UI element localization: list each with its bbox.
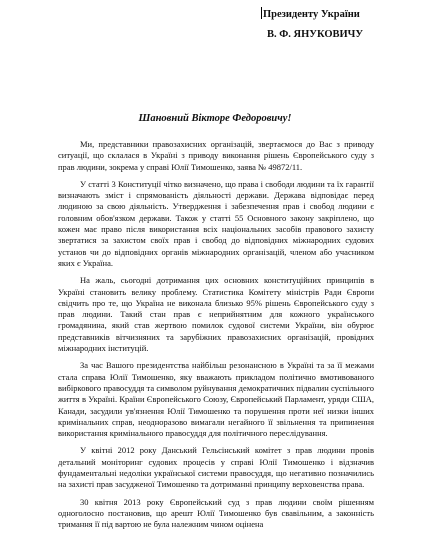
paragraph-6: 30 квітня 2013 року Європейський суд з прав людини своїм рішенням одноголосно постановив, що арешт Юлії Тимошенко був свавільним, а законність тримання її під вартою не була належним чином оцінена bbox=[58, 496, 374, 530]
paragraph-4: За час Вашого президентства найбільш резонансною в Україні та за її межами стала справа Юлії Тимошенко, яку вважають прикладом політично вмотивованого вибіркового правосуддя та символом руйнування демократичних підвалин суспільного життя в Україні. Країни Європейського Союзу, Європейський Парламент, уряди США, Канади, засудили ув'язнення Юлії Тимошенко та порушення проти неї низки інших кримінальних справ, неодноразово вимагали негайного її звільнення та припинення використання кримінального правосуддя для політичного переслідування. bbox=[58, 360, 374, 439]
paragraph-1: Ми, представники правозахисних організацій, звертаємося до Вас з приводу ситуації, що склалася в Україні з приводу виконання рішень Європейського суду з прав людини, зокрема у справі Юлії Тимошенко, заява № 49872/11. bbox=[58, 139, 374, 172]
addressee-title: Президенту України bbox=[263, 9, 360, 20]
letter-body bbox=[58, 139, 374, 537]
salutation: Шановний Вікторе Федоровичу! bbox=[138, 113, 292, 124]
paragraph-5: У квітні 2012 року Данський Гельсінський комітет з прав людини провів детальний моніторинг судових процесів у справі Юлії Тимошенко і відзначив фундаментальні недоліки української системи правосуддя, що негативно позначились на захисті прав засудженої Тимошенко та дотриманні принципу верховенства права. bbox=[58, 445, 374, 490]
addressee-name: В. Ф. ЯНУКОВИЧУ bbox=[267, 29, 364, 40]
addressee-line1 bbox=[261, 5, 426, 25]
paragraph-2: У статті 3 Конституції чітко визначено, що права і свободи людини та їх гарантії визначають зміст і спрямованість діяльності держави. Держава відповідає перед людиною за свою діяльність. Утвердження і забезпечення прав і свобод людини є головним обов'язком держави. Також у статті 55 Основного закону закріплено, що кожен має право після використання всіх національних засобів правового захисту звертатися за захистом своїх прав і свобод до відповідних міжнародних судових установ чи до відповідних органів міжнародних організацій, членом або учасником яких є Україна. bbox=[58, 178, 374, 268]
addressee-block bbox=[261, 5, 426, 45]
paragraph-3: На жаль, сьогодні дотримання цих основних конституційних принципів в Україні становить велику проблему. Статистика Комітету міністрів Ради Європи свідчить про те, що Україна не виконала близько 95% рішень Європейського суду з прав людини. Такий стан прав є неприйнятним для кожного українського громадянина, який став жертвою помилок судової системи України, він обурює представників вітчизняних та зарубіжних правозахисних організацій, провідних міжнародних інституцій. bbox=[58, 275, 374, 354]
text-cursor bbox=[261, 7, 262, 19]
